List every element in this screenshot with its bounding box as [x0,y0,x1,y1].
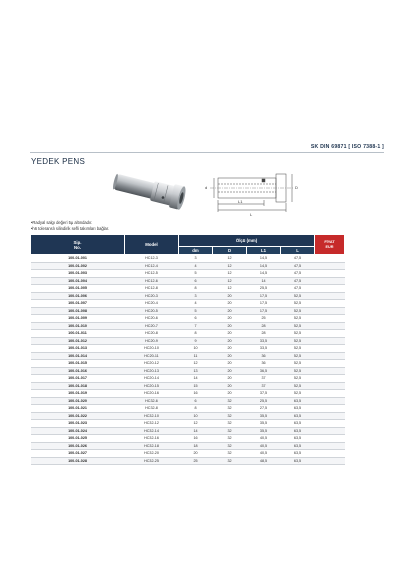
cell-L: 47,5 [281,262,315,270]
cell-D: 12 [213,270,247,278]
cell-dm: 3 [179,292,213,300]
cell-L: 63,5 [281,405,315,413]
cell-L: 52,5 [281,360,315,368]
cell-price [315,397,345,405]
cell-D: 20 [213,382,247,390]
table-row [31,300,345,308]
cell-D: 20 [213,360,247,368]
cell-L1: 14,5 [247,255,281,263]
cell-model: HC20-3 [125,292,179,300]
cell-D: 32 [213,397,247,405]
cell-code: 100-01-025 [31,435,125,443]
cell-D: 32 [213,420,247,428]
cell-model: HC12-8 [125,285,179,293]
cell-D: 12 [213,262,247,270]
cell-code: 100-01-003 [31,270,125,278]
cell-code: 100-01-004 [31,277,125,285]
cell-L: 52,5 [281,315,315,323]
cell-price [315,262,345,270]
cell-L: 52,5 [281,292,315,300]
cell-model: HC20-5 [125,307,179,315]
cell-L1: 33,5 [247,345,281,353]
title-divider [30,152,384,153]
table-row [31,427,345,435]
cell-model: HC20-16 [125,390,179,398]
cell-code: 100-01-006 [31,292,125,300]
cell-L1: 35,5 [247,412,281,420]
cell-L1: 25,5 [247,397,281,405]
note-tolerance: •h6 toleranslı silindirik sefli takımları bağlar. [31,225,110,231]
col-header-code: Sip. No. [31,235,125,255]
table-row [31,457,345,465]
cell-model: HC32-14 [125,427,179,435]
cell-L1: 17,5 [247,300,281,308]
cell-price [315,427,345,435]
cell-L: 52,5 [281,375,315,383]
cell-price [315,390,345,398]
cell-price [315,352,345,360]
cell-model: HC20-12 [125,360,179,368]
cell-model: HC20-13 [125,367,179,375]
cell-price [315,405,345,413]
cell-L1: 36 [247,352,281,360]
cell-L: 47,5 [281,285,315,293]
cell-model: HC12-6 [125,277,179,285]
drawing-label-L1: L1 [238,199,243,204]
cell-dm: 8 [179,285,213,293]
cell-D: 32 [213,405,247,413]
cell-model: HC32-25 [125,457,179,465]
cell-price [315,367,345,375]
cell-D: 32 [213,450,247,458]
collet-photo [108,166,198,218]
cell-D: 20 [213,345,247,353]
cell-model: HC12-5 [125,270,179,278]
cell-D: 20 [213,375,247,383]
cell-price [315,375,345,383]
cell-dm: 6 [179,315,213,323]
drawing-label-D: D [295,185,298,190]
cell-L: 52,5 [281,382,315,390]
cell-dm: 16 [179,390,213,398]
cell-code: 100-01-009 [31,315,125,323]
cell-dm: 10 [179,412,213,420]
cell-D: 20 [213,337,247,345]
cell-L1: 37 [247,382,281,390]
cell-code: 100-01-028 [31,457,125,465]
cell-dm: 13 [179,367,213,375]
notes [31,220,109,231]
cell-price [315,270,345,278]
cell-model: HC12-3 [125,255,179,263]
table-row [31,435,345,443]
cell-price [315,337,345,345]
col-header-model: Model [125,235,179,255]
cell-price [315,345,345,353]
cell-L: 52,5 [281,345,315,353]
cell-price [315,450,345,458]
cell-price [315,360,345,368]
cell-model: HC32-18 [125,442,179,450]
cell-L1: 25 [247,315,281,323]
cell-price [315,315,345,323]
table-row [31,307,345,315]
cell-L1: 40,5 [247,435,281,443]
cell-dm: 3 [179,255,213,263]
cell-model: HC20-11 [125,352,179,360]
table-row [31,330,345,338]
cell-L1: 36 [247,360,281,368]
cell-price [315,300,345,308]
cell-D: 20 [213,307,247,315]
table-row [31,285,345,293]
cell-L: 63,5 [281,420,315,428]
col-header-D: D [213,247,247,255]
cell-code: 100-01-002 [31,262,125,270]
cell-L: 52,5 [281,337,315,345]
cell-price [315,307,345,315]
cell-dm: 12 [179,420,213,428]
cell-L: 52,5 [281,367,315,375]
cell-L: 63,5 [281,412,315,420]
cell-code: 100-01-018 [31,382,125,390]
cell-D: 32 [213,442,247,450]
cell-model: HC20-10 [125,345,179,353]
table-row [31,262,345,270]
cell-L1: 48,5 [247,457,281,465]
table-row [31,420,345,428]
cell-dm: 20 [179,450,213,458]
cell-dm: 8 [179,330,213,338]
cell-model: HC20-6 [125,315,179,323]
cell-D: 20 [213,315,247,323]
cell-L1: 35,5 [247,427,281,435]
cell-model: HC32-16 [125,435,179,443]
cell-price [315,412,345,420]
cell-L1: 37,5 [247,390,281,398]
table-row [31,367,345,375]
cell-L: 63,5 [281,435,315,443]
cell-model: HC32-10 [125,412,179,420]
note-runout: •Radyal salgı değeri 5μ altındadır. [31,220,93,225]
table-row [31,345,345,353]
cell-code: 100-01-008 [31,307,125,315]
col-header-dm: dm [179,247,213,255]
cell-L1: 14 [247,277,281,285]
cell-code: 100-01-005 [31,285,125,293]
cell-L1: 25,5 [247,285,281,293]
table-row [31,277,345,285]
cell-dm: 5 [179,270,213,278]
cell-price [315,330,345,338]
col-header-price: FİYAT EUR [315,235,345,255]
cell-code: 100-01-017 [31,375,125,383]
cell-price [315,255,345,263]
cell-D: 20 [213,352,247,360]
cell-code: 100-01-019 [31,390,125,398]
cell-dm: 9 [179,337,213,345]
page-title: YEDEK PENS [31,157,86,166]
cell-L: 47,5 [281,270,315,278]
cell-D: 20 [213,367,247,375]
cell-code: 100-01-024 [31,427,125,435]
cell-dm: 16 [179,435,213,443]
cell-price [315,277,345,285]
cell-L1: 40,5 [247,450,281,458]
cell-L1: 14,5 [247,262,281,270]
cell-model: HC32-6 [125,397,179,405]
cell-L: 63,5 [281,442,315,450]
cell-L1: 17,5 [247,292,281,300]
cell-code: 100-01-001 [31,255,125,263]
cell-code: 100-01-016 [31,367,125,375]
cell-code: 100-01-023 [31,420,125,428]
cell-model: HC20-8 [125,330,179,338]
table-row [31,442,345,450]
cell-L: 52,5 [281,352,315,360]
cell-L1: 28 [247,330,281,338]
cell-model: HC12-4 [125,262,179,270]
cell-model: HC20-4 [125,300,179,308]
table-row [31,270,345,278]
cell-code: 100-01-026 [31,442,125,450]
cell-L: 63,5 [281,397,315,405]
cell-price [315,435,345,443]
cell-L: 63,5 [281,450,315,458]
cell-D: 12 [213,285,247,293]
table-row [31,382,345,390]
cell-D: 12 [213,277,247,285]
cell-dm: 14 [179,375,213,383]
cell-dm: 5 [179,307,213,315]
cell-dm: 4 [179,262,213,270]
cell-L: 47,5 [281,255,315,263]
cell-L: 52,5 [281,322,315,330]
cell-model: HC32-20 [125,450,179,458]
cell-dm: 10 [179,345,213,353]
cell-dm: 14 [179,427,213,435]
table-row [31,397,345,405]
cell-model: HC20-7 [125,322,179,330]
cell-price [315,420,345,428]
cell-model: HC20-15 [125,382,179,390]
table-row [31,405,345,413]
cell-code: 100-01-022 [31,412,125,420]
standard-title: SK DIN 69871 [ ISO 7388-1 ] [310,144,384,150]
cell-D: 20 [213,300,247,308]
cell-D: 12 [213,255,247,263]
cell-D: 20 [213,292,247,300]
spec-table [30,234,345,465]
cell-dm: 15 [179,382,213,390]
technical-drawing [200,170,302,218]
cell-L: 52,5 [281,307,315,315]
cell-price [315,442,345,450]
cell-dm: 8 [179,405,213,413]
cell-L1: 27,5 [247,405,281,413]
drawing-label-d: d [205,185,208,190]
cell-dm: 11 [179,352,213,360]
cell-code: 100-01-014 [31,352,125,360]
cell-code: 100-01-011 [31,330,125,338]
cell-code: 100-01-007 [31,300,125,308]
cell-code: 100-01-012 [31,337,125,345]
cell-dm: 25 [179,457,213,465]
table-row [31,390,345,398]
cell-dm: 6 [179,277,213,285]
cell-price [315,285,345,293]
table-row [31,450,345,458]
cell-L1: 40,5 [247,442,281,450]
cell-code: 100-01-020 [31,397,125,405]
cell-L: 63,5 [281,427,315,435]
cell-D: 20 [213,330,247,338]
table-row [31,255,345,263]
cell-L: 63,5 [281,457,315,465]
table-row [31,375,345,383]
cell-L1: 35,5 [247,420,281,428]
col-header-L: L [281,247,315,255]
cell-price [315,322,345,330]
cell-price [315,457,345,465]
cell-D: 32 [213,457,247,465]
cell-code: 100-01-021 [31,405,125,413]
cell-dm: 7 [179,322,213,330]
cell-code: 100-01-027 [31,450,125,458]
cell-L1: 28 [247,322,281,330]
cell-model: HC20-14 [125,375,179,383]
cell-price [315,382,345,390]
cell-dm: 4 [179,300,213,308]
cell-L1: 14,5 [247,270,281,278]
cell-model: HC32-12 [125,420,179,428]
cell-model: HC32-8 [125,405,179,413]
cell-code: 100-01-013 [31,345,125,353]
cell-D: 32 [213,435,247,443]
cell-L: 52,5 [281,330,315,338]
table-row [31,360,345,368]
cell-L: 47,5 [281,277,315,285]
cell-L: 52,5 [281,300,315,308]
cell-price [315,292,345,300]
col-header-dimensions: Ölçü (mm) [179,235,315,247]
table-row [31,292,345,300]
cell-L1: 17,5 [247,307,281,315]
cell-D: 20 [213,390,247,398]
table-row [31,337,345,345]
cell-D: 32 [213,427,247,435]
cell-L1: 36,5 [247,367,281,375]
cell-code: 100-01-015 [31,360,125,368]
cell-L: 52,5 [281,390,315,398]
cell-D: 32 [213,412,247,420]
col-header-L1: L1 [247,247,281,255]
table-row [31,412,345,420]
cell-dm: 12 [179,360,213,368]
cell-D: 20 [213,322,247,330]
spec-table-body [31,255,345,465]
table-row [31,352,345,360]
cell-dm: 6 [179,397,213,405]
cell-dm: 18 [179,442,213,450]
cell-L1: 33,5 [247,337,281,345]
cell-code: 100-01-010 [31,322,125,330]
cell-L1: 37 [247,375,281,383]
drawing-label-L: L [250,212,253,217]
table-row [31,315,345,323]
cell-model: HC20-9 [125,337,179,345]
table-row [31,322,345,330]
